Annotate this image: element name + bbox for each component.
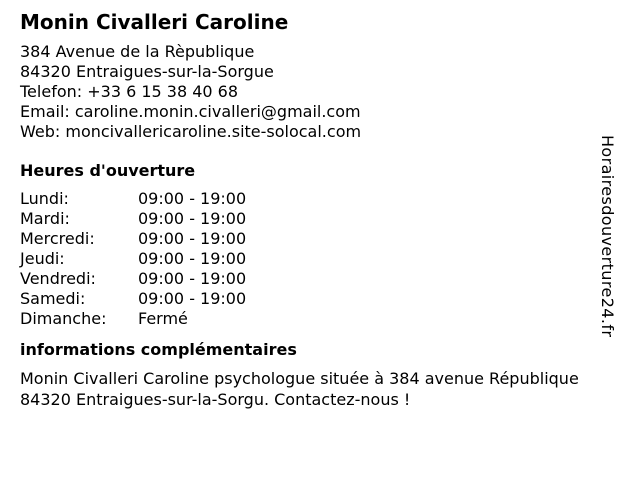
opening-hours-table [20,189,620,329]
hours-day: Mercredi: [20,229,95,248]
hours-row-wednesday [20,229,620,249]
hours-time: 09:00 - 19:00 [138,249,247,268]
phone-line: Telefon: +33 6 15 38 40 68 [20,82,239,101]
hours-time: 09:00 - 19:00 [138,229,247,248]
site-watermark: Horairesdouverture24.fr [598,135,617,338]
hours-time: 09:00 - 19:00 [138,289,247,308]
address-line-2: 84320 Entraigues-sur-la-Sorgue [20,62,274,81]
business-name: Monin Civalleri Caroline [20,10,289,34]
business-card [20,10,620,410]
hours-time: 09:00 - 19:00 [138,209,247,228]
hours-day: Mardi: [20,209,70,228]
address-line-1: 384 Avenue de la Rèpublique [20,42,255,61]
hours-row-tuesday [20,209,620,229]
hours-row-thursday [20,249,620,269]
additional-info-heading: informations complémentaires [20,340,297,359]
opening-hours-heading: Heures d'ouverture [20,161,196,180]
hours-row-monday [20,189,620,209]
hours-day: Samedi: [20,289,86,308]
hours-time: 09:00 - 19:00 [138,269,247,288]
hours-day: Jeudi: [20,249,65,268]
hours-day: Lundi: [20,189,69,208]
email-line: Email: caroline.monin.civalleri@gmail.com [20,102,361,121]
hours-row-saturday [20,289,620,309]
hours-day: Dimanche: [20,309,107,328]
hours-time: 09:00 - 19:00 [138,189,247,208]
additional-info-text: Monin Civalleri Caroline psychologue située à 384 avenue République 84320 Entraigues-sur-la-Sorgu. Contactez-nous ! [20,369,579,409]
hours-row-friday [20,269,620,289]
hours-time: Fermé [138,309,188,328]
web-line: Web: moncivallericaroline.site-solocal.com [20,122,362,141]
hours-row-sunday [20,309,620,329]
hours-day: Vendredi: [20,269,96,288]
